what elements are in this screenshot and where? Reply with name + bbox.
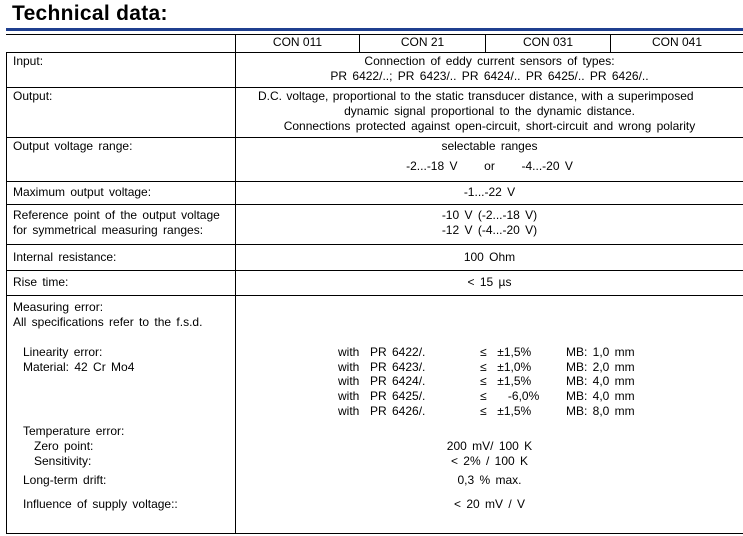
input-line-2: PR 6422/..; PR 6423/.. PR 6424/.. PR 6425/.. PR 6426/..	[330, 69, 649, 83]
output-voltage-range-line-1: selectable ranges	[441, 139, 538, 153]
table-left-border	[6, 52, 7, 534]
sensitivity-value: < 2% / 100 K	[450, 454, 529, 468]
max-output-voltage-value: -1...-22 V	[463, 185, 516, 199]
input-label: Input:	[13, 54, 44, 68]
output-voltage-range-label: Output voltage range:	[13, 139, 133, 153]
long-term-drift-value: 0,3 % max.	[457, 473, 522, 487]
zero-point-label: Zero point:	[34, 439, 94, 453]
linearity-sensor: with PR 6423/.	[338, 360, 426, 374]
row-divider	[6, 52, 743, 53]
reference-point-value-2: -12 V (-4...-20 V)	[441, 223, 538, 237]
temperature-error-label: Temperature error:	[23, 424, 125, 438]
linearity-mb: MB: 4,0 mm	[566, 389, 635, 403]
page-title: Technical data:	[12, 2, 168, 25]
linearity-error-value: ≤ -6,0%	[480, 389, 540, 403]
zero-point-value: 200 mV/ 100 K	[446, 439, 533, 453]
measuring-error-label: Measuring error:	[13, 300, 104, 314]
row-divider	[6, 181, 743, 182]
material-label: Material: 42 Cr Mo4	[23, 360, 135, 374]
max-output-voltage-label: Maximum output voltage:	[13, 185, 152, 199]
linearity-sensor: with PR 6424/.	[338, 374, 426, 388]
column-header-con-21: CON 21	[400, 35, 445, 49]
sensitivity-label: Sensitivity:	[34, 454, 92, 468]
row-divider	[6, 270, 743, 271]
measuring-error-note: All specifications refer to the f.s.d.	[13, 315, 203, 329]
linearity-error-value: ≤ ±1,5%	[480, 374, 532, 388]
row-divider	[6, 244, 743, 245]
linearity-sensor: with PR 6422/.	[338, 345, 426, 359]
output-voltage-range-line-2: -2...-18 V or -4...-20 V	[406, 159, 573, 173]
linearity-mb: MB: 4,0 mm	[566, 374, 635, 388]
output-label: Output:	[13, 89, 53, 103]
column-header-con-011: CON 011	[272, 35, 323, 49]
row-divider	[6, 137, 743, 138]
reference-point-label-1: Reference point of the output voltage	[13, 208, 220, 222]
row-divider	[6, 87, 743, 88]
linearity-error-label: Linearity error:	[23, 345, 103, 359]
output-line-2: dynamic signal proportional to the dynamic distance.	[344, 104, 635, 118]
output-line-1: D.C. voltage, proportional to the static transducer distance, with a superimposed	[258, 89, 694, 103]
supply-voltage-label: Influence of supply voltage::	[23, 497, 178, 511]
rise-time-label: Rise time:	[13, 275, 69, 289]
linearity-error-value: ≤ ±1,5%	[480, 404, 532, 418]
linearity-mb: MB: 1,0 mm	[566, 345, 635, 359]
reference-point-label-2: for symmetrical measuring ranges:	[13, 223, 204, 237]
column-header-con-041: CON 041	[651, 35, 703, 49]
row-divider	[6, 295, 743, 296]
linearity-mb: MB: 2,0 mm	[566, 360, 635, 374]
output-line-3: Connections protected against open-circuit, short-circuit and wrong polarity	[283, 119, 696, 133]
input-line-1: Connection of eddy current sensors of types:	[364, 54, 615, 68]
long-term-drift-label: Long-term drift:	[23, 473, 107, 487]
linearity-sensor: with PR 6425/.	[338, 389, 426, 403]
table-bottom-border	[6, 533, 743, 534]
rise-time-value: < 15 µs	[467, 275, 512, 289]
supply-voltage-value: < 20 mV / V	[453, 497, 526, 511]
linearity-mb: MB: 8,0 mm	[566, 404, 635, 418]
internal-resistance-value: 100 Ohm	[463, 250, 516, 264]
column-header-con-031: CON 031	[522, 35, 574, 49]
linearity-sensor: with PR 6426/.	[338, 404, 426, 418]
reference-point-value-1: -10 V (-2...-18 V)	[441, 208, 538, 222]
internal-resistance-label: Internal resistance:	[13, 250, 117, 264]
linearity-error-value: ≤ ±1,0%	[480, 360, 532, 374]
row-divider	[6, 204, 743, 205]
linearity-error-value: ≤ ±1,5%	[480, 345, 532, 359]
